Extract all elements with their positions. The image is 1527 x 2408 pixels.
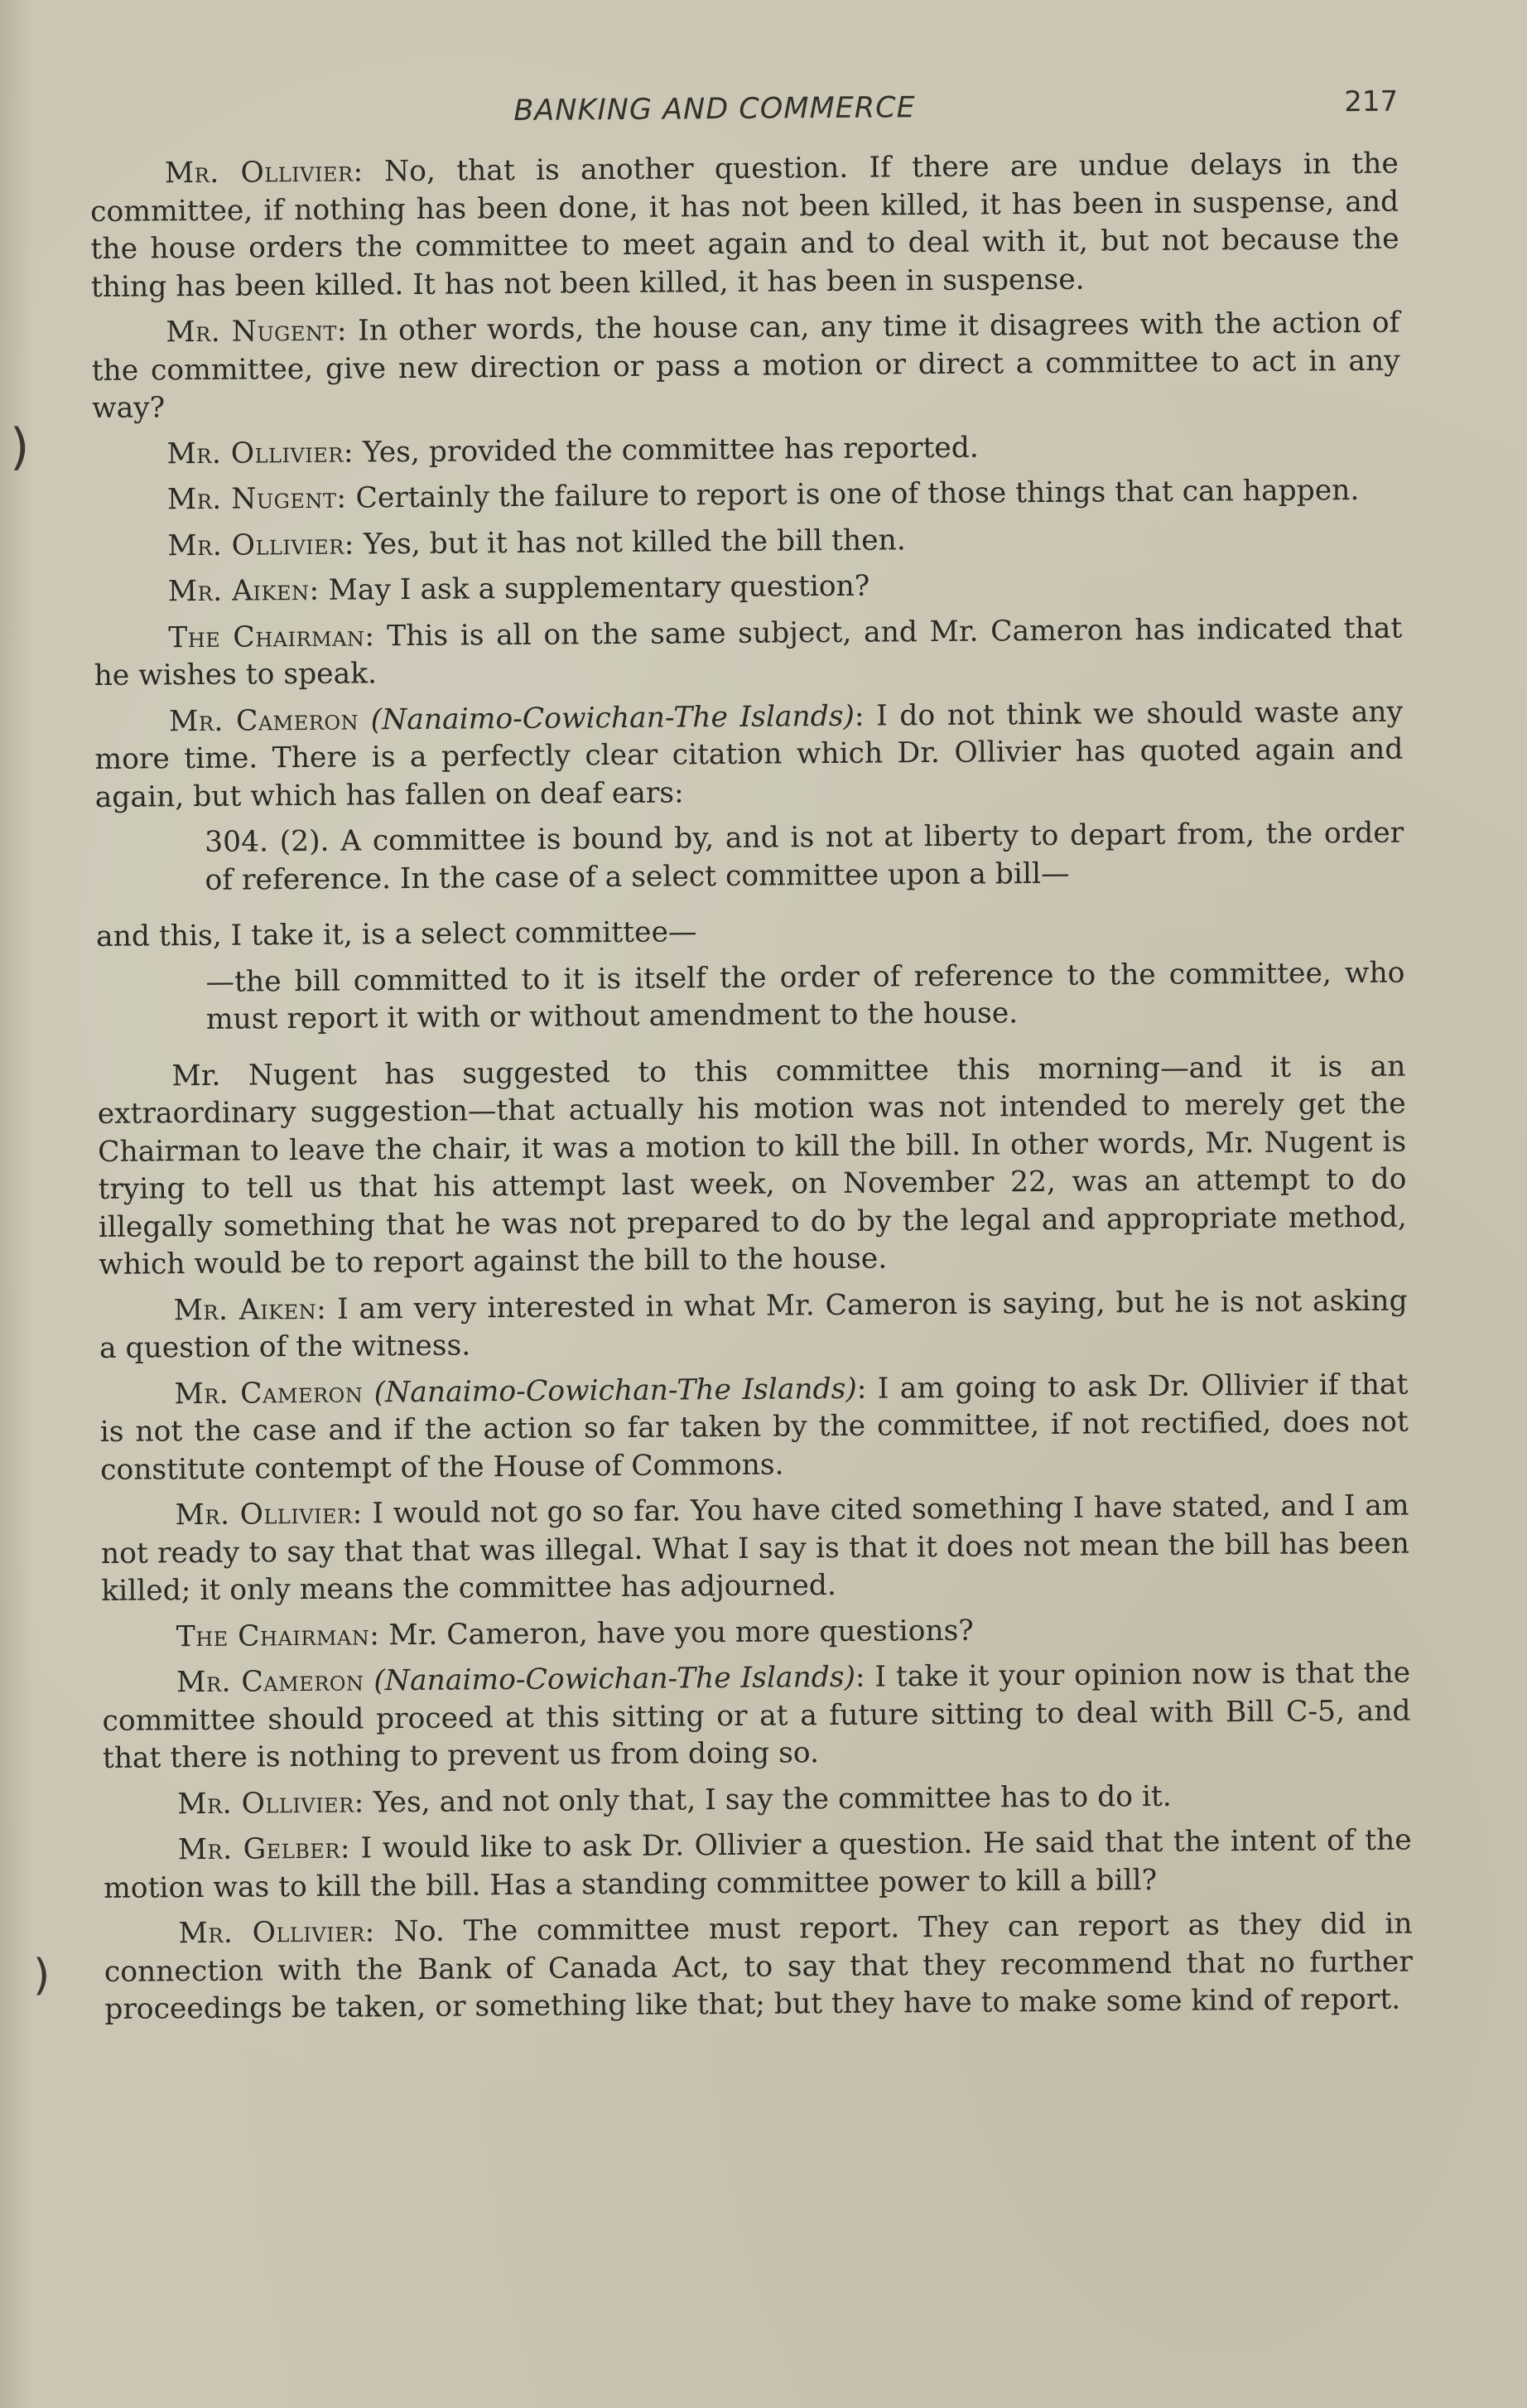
speech-paragraph: [91, 305, 1400, 428]
speech-paragraph: [104, 1822, 1413, 1908]
paragraph-text: Mr. Cameron, have you more questions?: [379, 1614, 974, 1652]
margin-bracket-mark: ): [33, 1951, 51, 2000]
paragraph-text: I would like to ask Dr. Ollivier a question. He said that the intent of the motion was to kill the bill. Has a standing committee power to kill a bill?: [103, 1823, 1412, 1905]
speech-paragraph: [100, 1488, 1409, 1611]
running-head: BANKING AND COMMERCE: [513, 91, 916, 128]
speaker-name: Mr. Ollivier:: [164, 155, 364, 191]
speaker-riding: (Nanaimo-Cowichan-The Islands): [373, 1372, 857, 1409]
paragraph-text: : I do not think we should waste any more time. There is a perfectly clear citation which Dr. Ollivier has quoted again and again, but which has fallen on deaf ears:: [94, 695, 1404, 814]
speech-paragraph: [104, 1906, 1413, 2029]
margin-bracket-mark: ): [10, 418, 30, 476]
speaker-name: Mr. Ollivier:: [175, 1497, 363, 1532]
block-quote: [205, 954, 1405, 1039]
speaker-name: The Chairman:: [168, 619, 375, 654]
page-number: 217: [1344, 84, 1399, 119]
quote-text: 304. (2). A committee is bound by, and is not at liberty to depart from, the order of reference. In the case of a select committee upon a bill—: [205, 816, 1404, 897]
speaker-name: Mr. Cameron: [174, 1375, 364, 1411]
paragraph-text: : I take it your opinion now is that the committee should proceed at this sitting or at a future sitting to deal with Bill C-5, and that there is nothing to prevent us from doing so.: [102, 1656, 1411, 1775]
paragraph-text: This is all on the same subject, and Mr. Cameron has indicated that he wishes to speak.: [94, 611, 1403, 692]
speaker-name: Mr. Cameron: [168, 702, 359, 738]
speech-paragraph: [99, 1282, 1408, 1368]
speaker-name: Mr. Ollivier:: [177, 1785, 364, 1821]
paragraph-text: I would not go so far. You have cited something I have stated, and I am not ready to say that that was illegal. What I say is that it does not mean the bill has been killed; it only means the committee has adjourned.: [100, 1489, 1410, 1608]
page-header: [98, 73, 1399, 141]
speaker-riding: (Nanaimo-Cowichan-The Islands): [373, 1660, 856, 1698]
speech-paragraph: [99, 1366, 1409, 1489]
paragraph-text: May I ask a supplementary question?: [319, 569, 870, 607]
paragraph-text: I am very interested in what Mr. Cameron is saying, but he is not asking a question of the witness.: [99, 1284, 1408, 1365]
speech-paragraph: [92, 426, 1400, 474]
speech-paragraph: [102, 1655, 1411, 1778]
speaker-name: Mr. Gelber:: [177, 1831, 351, 1867]
continuation-paragraph: [96, 909, 1404, 957]
speech-paragraph: [94, 564, 1402, 612]
paragraph-text: Mr. Nugent has suggested to this committee this morning—and it is an extraordinary suggestion—that actually his motion was not intended to merely get the Chairman to leave the chair, it was a motion to kill the bill. In other words, Mr. Nugent is trying to tell us that his attempt last week, on November 22, was an attempt to do illegally something that he was not prepared to do by the legal and appropriate method, which would be to report against the bill to the house.: [97, 1050, 1407, 1281]
paragraph-text: Yes, and not only that, I say the committee has to do it.: [364, 1779, 1172, 1819]
paragraph: [97, 1048, 1407, 1284]
paragraph-text: Yes, provided the committee has reported.: [353, 431, 979, 470]
speaker-name: Mr. Cameron: [176, 1664, 364, 1700]
paragraph-text: : I am going to ask Dr. Ollivier if that is not the case and if the action so far taken by the committee, if not rectified, does not constitute contempt of the House of Commons.: [99, 1368, 1409, 1487]
document-page: [89, 73, 1415, 2353]
speech-paragraph: [90, 146, 1399, 306]
block-quote: [205, 815, 1404, 900]
paragraph-text: No, that is another question. If there are undue delays in the committee, if nothing has been done, it has not been killed, it has been in suspense, and the house orders the committee to meet again and to deal with it, but not because the thing has been killed. It has not been killed, it has been in suspense.: [90, 147, 1399, 304]
paragraph-text: and this, I take it, is a select committee—: [95, 915, 697, 953]
speech-paragraph: [93, 472, 1401, 520]
speaker-name: The Chairman:: [176, 1618, 380, 1653]
paragraph-text: Yes, but it has not killed the bill then.: [354, 523, 906, 562]
speaker-name: Mr. Nugent:: [166, 314, 348, 350]
quote-text: —the bill committed to it is itself the order of reference to the committee, who must report it with or without amendment to the house.: [205, 956, 1405, 1036]
speaker-name: Mr. Aiken:: [173, 1292, 327, 1327]
speaker-name: Mr. Nugent:: [166, 481, 347, 517]
speaker-name: Mr. Aiken:: [167, 573, 320, 609]
speaker-name: Mr. Ollivier:: [166, 436, 354, 471]
speech-paragraph: [93, 518, 1401, 566]
transcript-body: [90, 146, 1414, 2029]
speaker-riding: (Nanaimo-Cowichan-The Islands): [370, 699, 855, 736]
speech-paragraph: [94, 693, 1404, 817]
paragraph-text: In other words, the house can, any time it disagrees with the action of the committee, give new direction or pass a motion or direct a committee to act in any way?: [91, 306, 1400, 425]
speech-paragraph: [102, 1609, 1410, 1657]
speaker-name: Mr. Ollivier:: [167, 528, 355, 562]
speech-paragraph: [103, 1776, 1411, 1824]
speech-paragraph: [94, 610, 1403, 695]
speaker-name: Mr. Ollivier:: [178, 1915, 375, 1951]
paragraph-text: No. The committee must report. They can report as they did in connection with the Bank of Canada Act, to say that they recommend that no further proceedings be taken, or something like that; but they have to make some kind of report.: [104, 1907, 1414, 2026]
paragraph-text: Certainly the failure to report is one of those things that can happen.: [346, 473, 1360, 515]
